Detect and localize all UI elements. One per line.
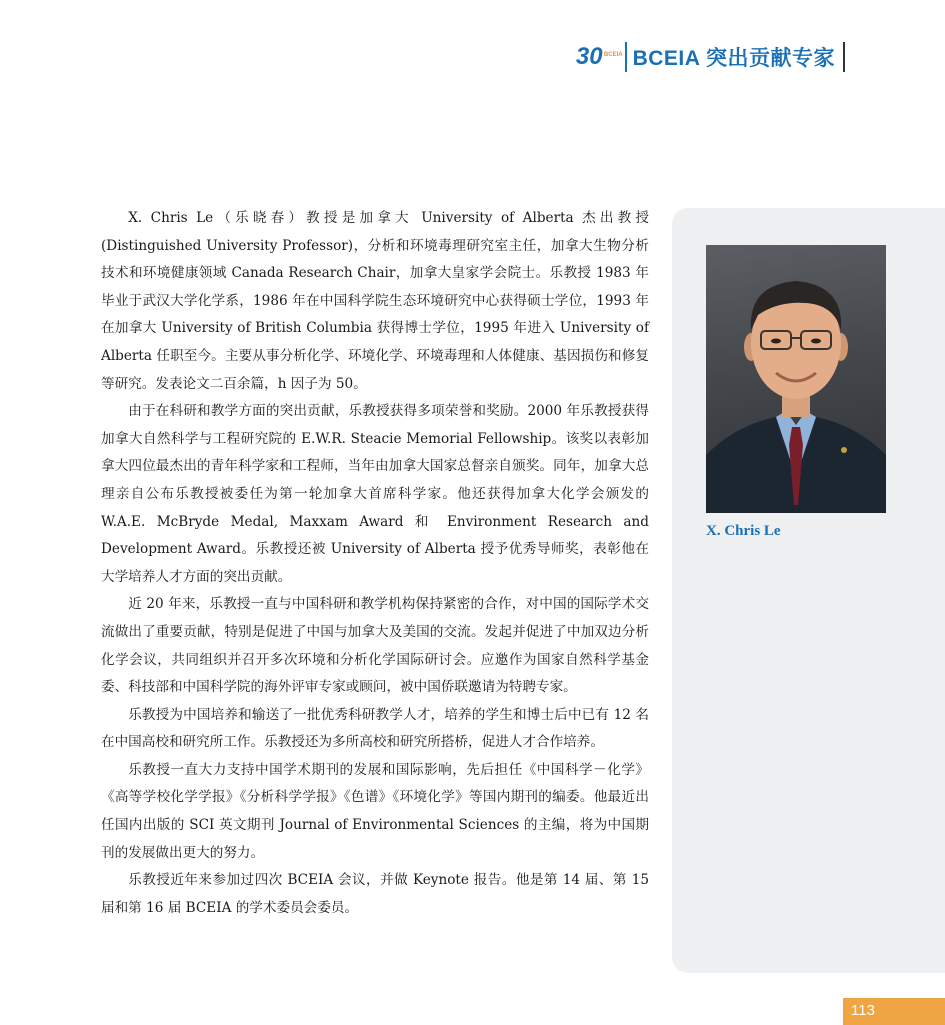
anniversary-logo	[576, 45, 623, 69]
header-divider	[625, 42, 627, 72]
portrait-illustration	[706, 245, 886, 513]
paragraph-journals: 乐教授一直大力支持中国学术期刊的发展和国际影响，先后担任《中国科学－化学》《高等学校化学学报》《分析科学学报》《色谱》《环境化学》等国内期刊的编委。他最近出任国内出版的 SCI 英文期刊 Journal of Environmental Sciences 的主编，将为中国期刊的发展做出更大的努力。	[101, 761, 649, 861]
article-body	[101, 205, 649, 922]
paragraph-awards: 由于在科研和教学方面的突出贡献，乐教授获得多项荣誉和奖励。2000 年乐教授获得加拿大自然科学与工程研究院的 E.W.R. Steacie Memorial Fellowship。该奖以表彰加拿大四位最杰出的青年科学家和工程师，当年由加拿大国家总督亲自颁奖。同年，加拿大总理亲自公布乐教授被委任为第一轮加拿大首席科学家。他还获得加拿大化学会颁发的 W.A.E. McBryde Medal, Maxxam Award 和 Environment Research and Development Award。乐教授还被 University of Alberta 授予优秀导师奖，表彰他在大学培养人才方面的突出贡献。	[101, 403, 649, 585]
page-number: 113	[851, 1002, 875, 1019]
paragraph-talent: 乐教授为中国培养和输送了一批优秀科研教学人才，培养的学生和博士后中已有 12 名在中国高校和研究所工作。乐教授还为多所高校和研究所搭桥，促进人才合作培养。	[101, 706, 649, 751]
header-end-rule	[843, 42, 845, 72]
portrait-photo	[706, 245, 886, 513]
portrait-caption: X. Chris Le	[706, 523, 781, 539]
paragraph-bceia: 乐教授近年来参加过四次 BCEIA 会议，并做 Keynote 报告。他是第 14 届、第 15 届和第 16 届 BCEIA 的学术委员会委员。	[101, 872, 649, 916]
paragraph-cooperation: 近 20 年来，乐教授一直与中国科研和教学机构保持紧密的合作，对中国的国际学术交流做出了重要贡献，特别是促进了中国与加拿大及美国的交流。发起并促进了中加双边分析化学会议，共同组织并召开多次环境和分析化学国际研讨会。应邀作为国家自然科学基金委、科技部和中国科学院的海外评审专家或顾问，被中国侨联邀请为特聘专家。	[101, 596, 649, 696]
header-title: BCEIA 突出贡献专家	[632, 47, 835, 70]
logo-sub-text: BCEIA	[603, 52, 623, 58]
paragraph-intro: X. Chris Le（乐晓春）教授是加拿大 University of Alberta 杰出教授 (Distinguished University Professor)，分析和环境毒理研究室主任，加拿大生物分析技术和环境健康领域 Canada Research Chair，加拿大皇家学会院士。乐教授 1983 年毕业于武汉大学化学系，1986 年在中国科学院生态环境研究中心获得硕士学位，1993 年在加拿大 University of British Columbia 获得博士学位，1995 年进入 University of Alberta 任职至今。主要从事分析化学、环境化学、环境毒理和人体健康、基因损伤和修复等研究。发表论文二百余篇，h 因子为 50。	[101, 210, 649, 392]
logo-number: 30	[575, 43, 603, 70]
page-header	[576, 40, 845, 74]
